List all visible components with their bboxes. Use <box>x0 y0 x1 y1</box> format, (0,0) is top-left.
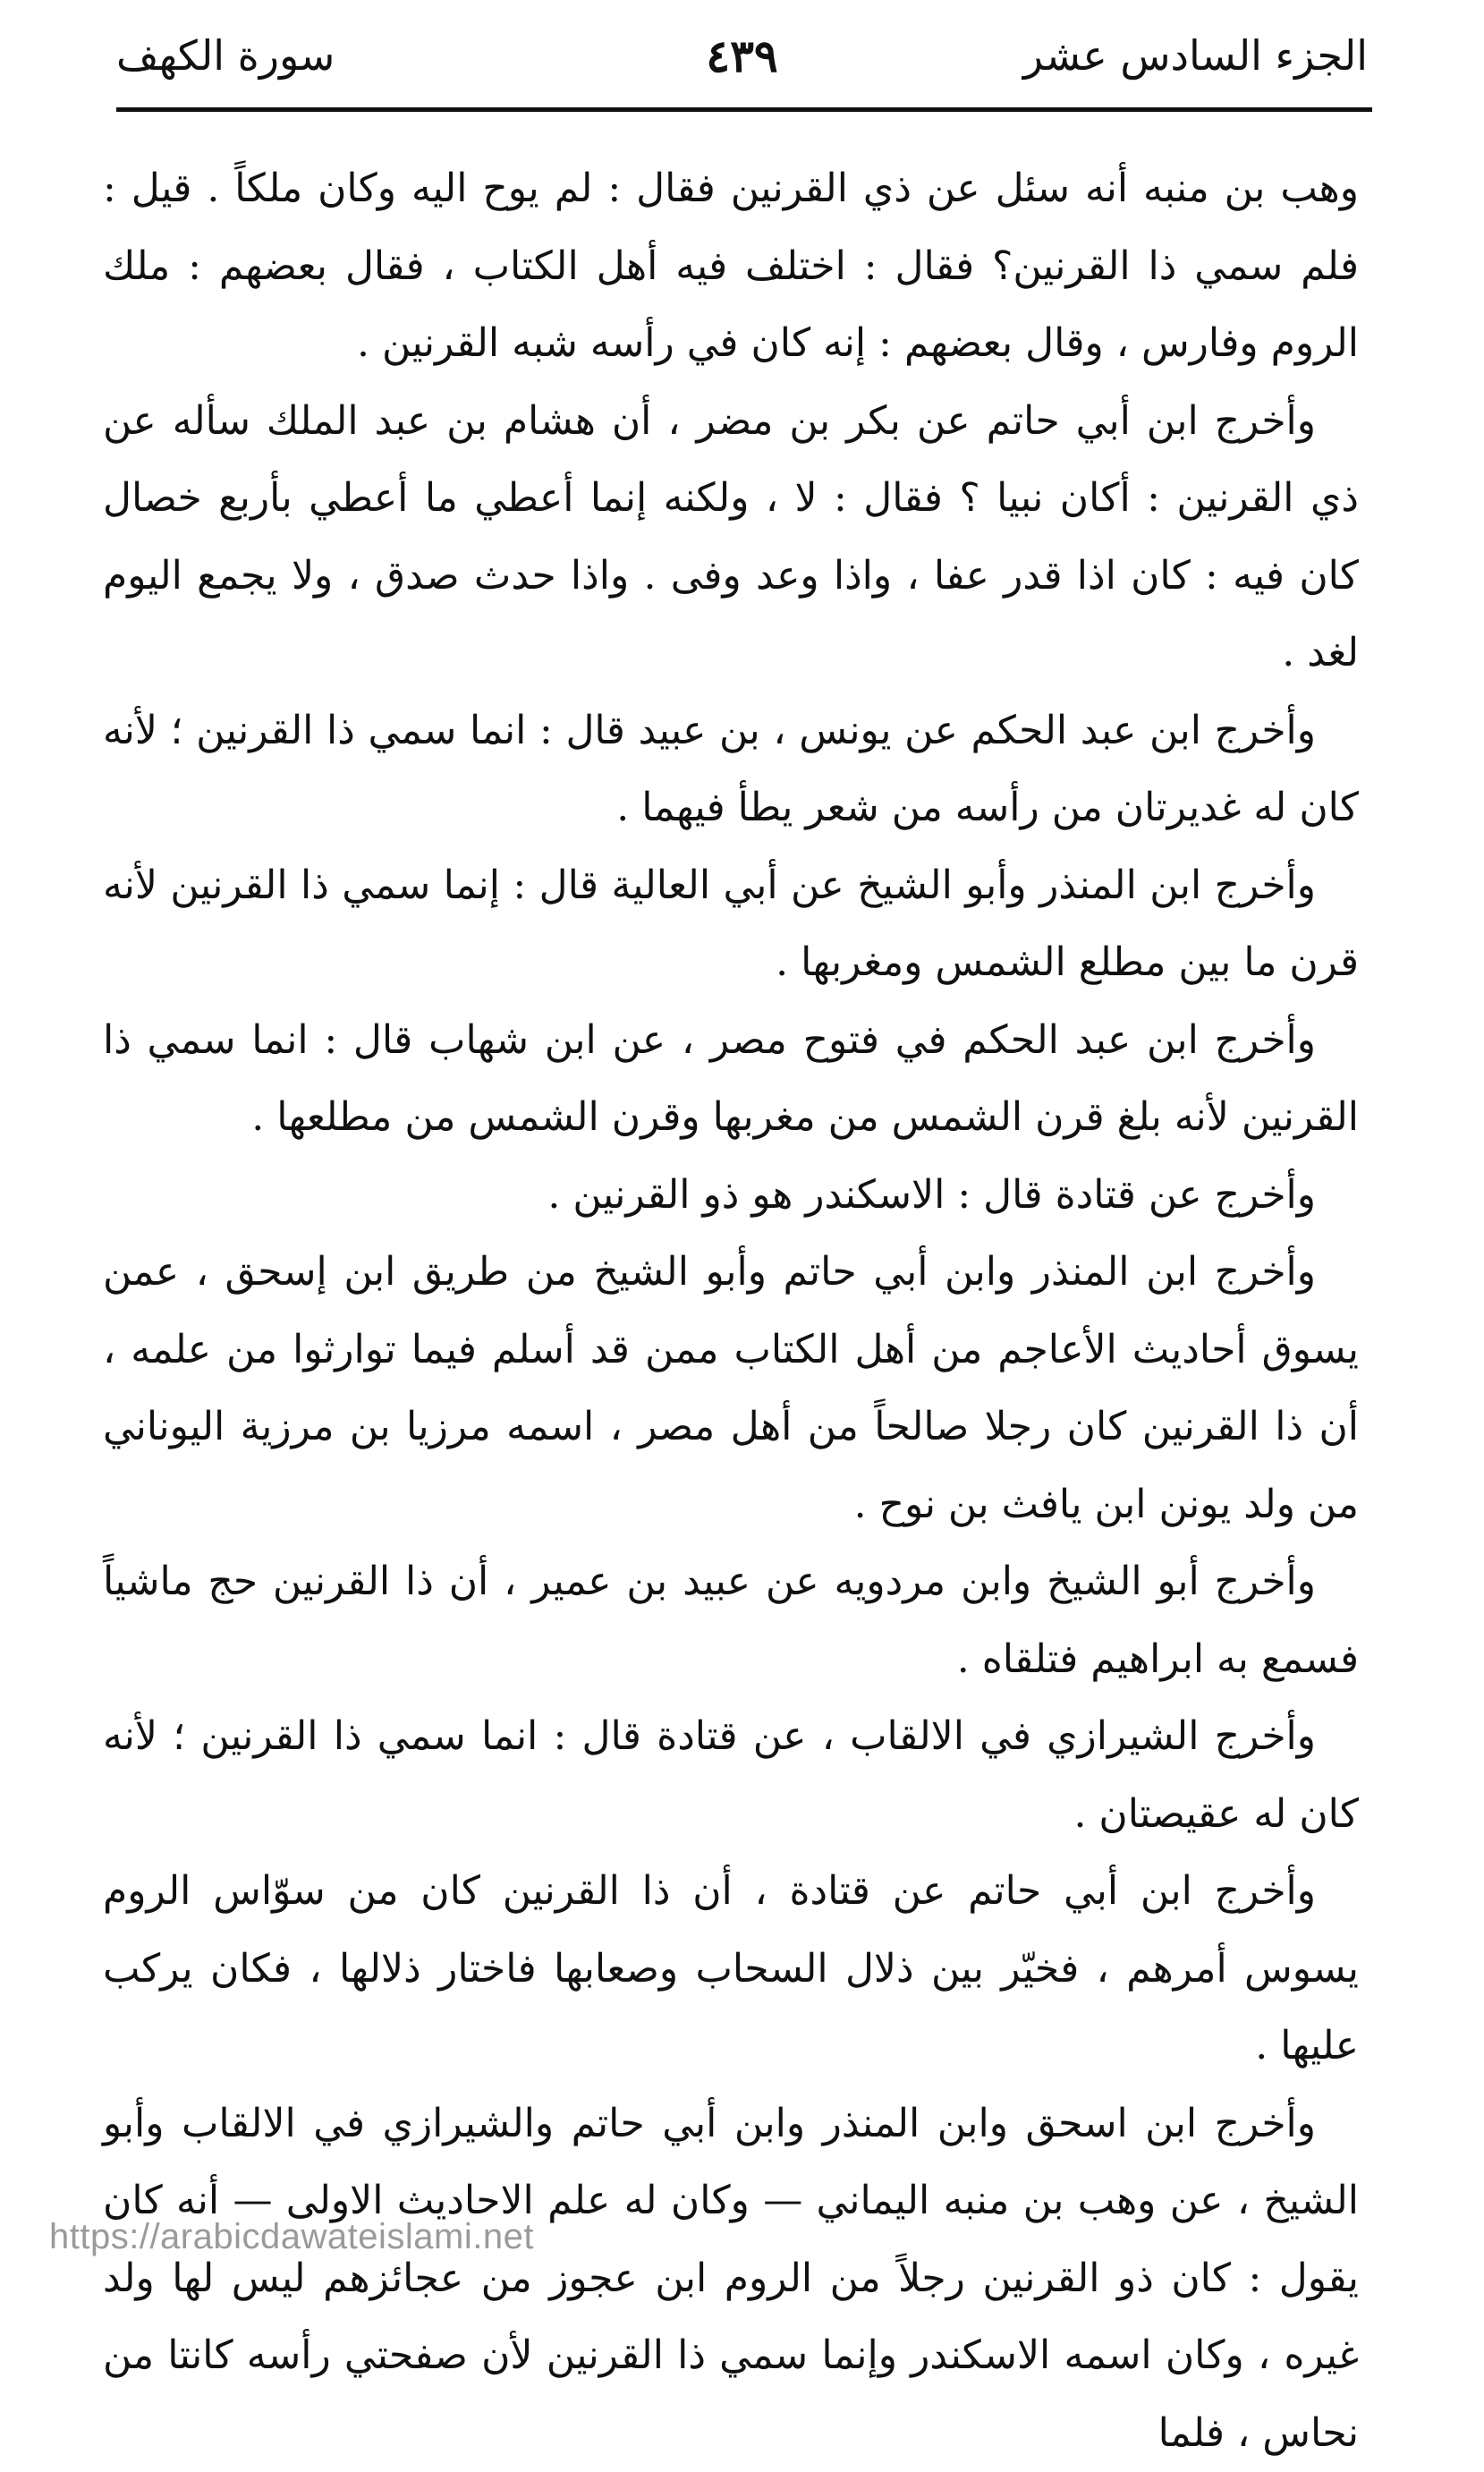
paragraph: وأخرج ابن المنذر وأبو الشيخ عن أبي العالية قال : إنما سمي ذا القرنين لأنه قرن ما بين مطلع الشمس ومغربها . <box>103 847 1359 1002</box>
body-text <box>103 150 1359 2472</box>
paragraph: وأخرج ابن المنذر وابن أبي حاتم وأبو الشيخ من طريق ابن إسحق ، عمن يسوق أحاديث الأعاجم من أهل الكتاب ممن قد أسلم فيما توارثوا من علمه ، أن ذا القرنين كان رجلا صالحاً من أهل مصر ، اسمه مرزيا بن مرزية اليوناني من ولد يونن ابن يافث بن نوح . <box>103 1234 1359 1543</box>
running-head <box>116 20 1368 91</box>
paragraph: وهب بن منبه أنه سئل عن ذي القرنين فقال : لم يوح اليه وكان ملكاً . قيل : فلم سمي ذا القرنين؟ فقال : اختلف فيه أهل الكتاب ، فقال بعضهم : ملك الروم وفارس ، وقال بعضهم : إنه كان في رأسه شبه القرنين . <box>103 150 1359 383</box>
paragraph: وأخرج أبو الشيخ وابن مردويه عن عبيد بن عمير ، أن ذا القرنين حج ماشياً فسمع به ابراهيم فتلقاه . <box>103 1543 1359 1698</box>
paragraph: وأخرج عن قتادة قال : الاسكندر هو ذو القرنين . <box>103 1157 1359 1235</box>
watermark-url: https://arabicdawateislami.net <box>49 2217 534 2257</box>
header-part-label: الجزء السادس عشر <box>1023 31 1368 80</box>
header-rule <box>116 107 1372 112</box>
paragraph: وأخرج ابن أبي حاتم عن قتادة ، أن ذا القرنين كان من سوّاس الروم يسوس أمرهم ، فخيّر بين ذلال السحاب وصعابها فاختار ذلالها ، فكان يركب عليها . <box>103 1853 1359 2085</box>
page-number: ٤٣٩ <box>706 30 778 82</box>
header-surah-label: سورة الكهف <box>116 31 335 80</box>
paragraph: وأخرج ابن أبي حاتم عن بكر بن مضر ، أن هشام بن عبد الملك سأله عن ذي القرنين : أكان نبيا ؟ فقال : لا ، ولكنه إنما أعطي ما أعطي بأربع خصال كان فيه : كان اذا قدر عفا ، واذا وعد وفى . واذا حدث صدق ، ولا يجمع اليوم لغد . <box>103 383 1359 692</box>
paragraph: وأخرج ابن عبد الحكم في فتوح مصر ، عن ابن شهاب قال : انما سمي ذا القرنين لأنه بلغ قرن الشمس من مغربها وقرن الشمس من مطلعها . <box>103 1002 1359 1157</box>
paragraph: وأخرج ابن عبد الحكم عن يونس ، بن عبيد قال : انما سمي ذا القرنين ؛ لأنه كان له غديرتان من رأسه من شعر يطأ فيهما . <box>103 692 1359 847</box>
paragraph: وأخرج الشيرازي في الالقاب ، عن قتادة قال : انما سمي ذا القرنين ؛ لأنه كان له عقيصتان . <box>103 1698 1359 1853</box>
paragraph: وأخرج ابن اسحق وابن المنذر وابن أبي حاتم والشيرازي في الالقاب وأبو الشيخ ، عن وهب بن منبه اليماني — وكان له علم الاحاديث الاولى — أنه كان يقول : كان ذو القرنين رجلاً من الروم ابن عجوز من عجائزهم ليس لها ولد غيره ، وكان اسمه الاسكندر وإنما سمي ذا القرنين لأن صفحتي رأسه كانتا من نحاس ، فلما <box>103 2085 1359 2472</box>
